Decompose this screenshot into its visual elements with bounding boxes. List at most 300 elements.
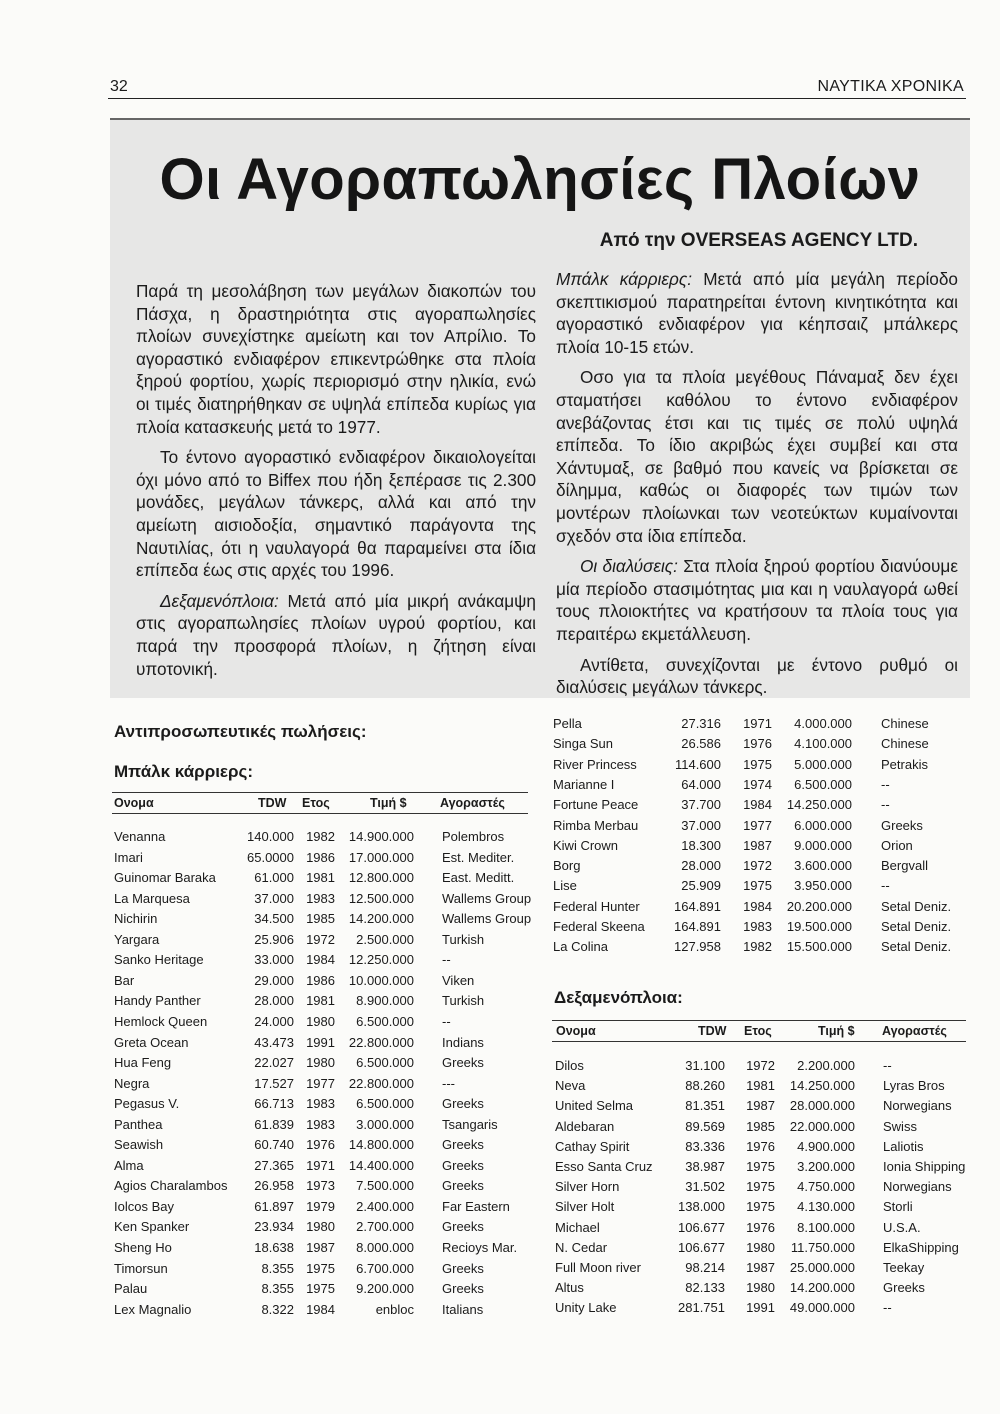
cell-price: 3.200.000: [797, 1159, 855, 1174]
cell-year: 1986: [306, 972, 335, 988]
cell-price: 4.130.000: [797, 1199, 855, 1215]
cell-buyer: Indians: [442, 1034, 484, 1050]
col-buyer: Αγοραστές: [882, 1024, 947, 1038]
table-row: [553, 899, 973, 919]
cell-price: 14.250.000: [786, 797, 852, 813]
cell-buyer: --: [881, 776, 890, 792]
cell-year: 1980: [306, 1013, 335, 1029]
cell-tdw: 164.891: [674, 898, 721, 914]
table-row: [114, 829, 534, 849]
cell-buyer: Norwegians: [883, 1179, 952, 1195]
col-tdw: TDW: [258, 796, 287, 810]
cell-year: 1977: [306, 1075, 335, 1091]
cell-buyer: Chinese: [881, 716, 929, 731]
table-row: [114, 1014, 534, 1034]
article-right-column: [556, 268, 958, 707]
cell-name: N. Cedar: [555, 1239, 608, 1255]
cell-year: 1975: [743, 878, 772, 894]
cell-buyer: Lyras Bros: [883, 1078, 945, 1094]
cell-price: 6.500.000: [356, 1055, 414, 1071]
cell-tdw: 18.300: [681, 837, 721, 853]
cell-price: 12.250.000: [348, 952, 414, 968]
cell-buyer: ---: [442, 1075, 455, 1091]
cell-tdw: 64.000: [681, 776, 721, 792]
cell-tdw: 43.473: [254, 1034, 294, 1050]
cell-year: 1975: [746, 1159, 775, 1174]
cell-name: Lex Magnalio: [114, 1301, 192, 1317]
right-paragraph-3-text: Στα πλοία ξηρού φορτίου διανύουμε μία περίοδο στασιμότητας μια και η ναυλαγορά ωθεί τους πλοιοκτήτες να κρατήσουν τα πλοία τους για περαιτέρω εκμετάλλευση.: [556, 556, 958, 644]
cell-price: enbloc: [375, 1301, 414, 1317]
cell-buyer: Petrakis: [881, 756, 928, 772]
cell-name: Neva: [555, 1078, 586, 1094]
col-name: Ονομα: [556, 1024, 596, 1038]
cell-price: 4.000.000: [794, 716, 852, 731]
cell-name: Aldebaran: [555, 1118, 615, 1134]
cell-tdw: 25.909: [681, 878, 721, 894]
cell-name: Cathay Spirit: [555, 1138, 630, 1154]
running-header: [108, 76, 966, 99]
table-row: [114, 1302, 534, 1322]
cell-tdw: 65.0000: [247, 849, 294, 865]
cell-year: 1980: [746, 1280, 775, 1296]
table-row: [553, 919, 973, 939]
cell-name: Lise: [553, 878, 577, 894]
cell-buyer: Viken: [442, 972, 475, 988]
cell-tdw: 28.000: [254, 993, 294, 1009]
article-left-column: [136, 280, 536, 688]
col-name: Ονομα: [114, 796, 154, 810]
cell-buyer: Orion: [881, 837, 913, 853]
cell-year: 1980: [306, 1219, 335, 1235]
table-row: [114, 850, 534, 870]
table-row: [555, 1058, 975, 1078]
cell-name: Silver Horn: [555, 1179, 620, 1195]
col-price: Τιμή $: [818, 1024, 855, 1038]
cell-name: Iolcos Bay: [114, 1198, 174, 1214]
cell-tdw: 27.365: [254, 1157, 294, 1173]
cell-buyer: Greeks: [442, 1137, 484, 1153]
cell-name: Handy Panther: [114, 993, 201, 1009]
table-row: [114, 891, 534, 911]
article-title: Οι Αγοραπωλησίες Πλοίων: [159, 147, 921, 212]
cell-price: 10.000.000: [348, 972, 414, 988]
table-row: [114, 1199, 534, 1219]
cell-tdw: 8.355: [261, 1260, 294, 1276]
cell-price: 28.000.000: [789, 1098, 855, 1114]
table-row: [114, 1261, 534, 1281]
cell-name: Borg: [553, 858, 581, 874]
cell-price: 9.000.000: [794, 837, 852, 853]
cell-tdw: 81.351: [685, 1098, 725, 1114]
cell-tdw: 33.000: [254, 952, 294, 968]
cell-buyer: Recioys Mar.: [442, 1240, 518, 1255]
cell-name: Alma: [114, 1157, 144, 1173]
cell-buyer: --: [442, 952, 451, 968]
table-row: [553, 797, 973, 817]
cell-tdw: 17.527: [254, 1075, 294, 1091]
cell-buyer: Greeks: [881, 817, 923, 833]
cell-tdw: 8.355: [261, 1281, 294, 1297]
article-box: [110, 118, 970, 698]
left-paragraph-1: Παρά τη μεσολάβηση των μεγάλων διακοπών του Πάσχα, η δραστηριότητα στις αγοραπωλησίες πλοίων συνεχίστηκε αμείωτη και τον Απρίλιο. Το αγοραστικό ενδιαφέρον επικεντρώθηκε στα πλοία ξηρού φορτίου, χωρίς περιορισμό στην ηλικία, ενώ οι τιμές διατηρήθηκαν σε υψηλά επίπεδα κυρίως για πλοία κατασκευής μετά το 1977.: [136, 281, 536, 437]
cell-name: Fortune Peace: [553, 797, 639, 813]
table-row: [114, 1096, 534, 1116]
cell-tdw: 31.100: [685, 1058, 725, 1073]
cell-tdw: 281.751: [678, 1300, 725, 1316]
cell-name: Sanko Heritage: [114, 952, 204, 968]
cell-buyer: Greeks: [442, 1055, 484, 1071]
cell-buyer: Norwegians: [883, 1098, 952, 1114]
cell-tdw: 23.934: [254, 1219, 294, 1235]
right-paragraph-1: [556, 268, 958, 358]
article-byline: Από την OVERSEAS AGENCY LTD.: [599, 230, 918, 251]
cell-tdw: 140.000: [247, 829, 294, 844]
cell-name: Dilos: [555, 1058, 584, 1073]
cell-price: 19.500.000: [786, 919, 852, 934]
cell-buyer: --: [881, 797, 890, 813]
cell-price: 4.900.000: [797, 1138, 855, 1154]
table-row: [555, 1260, 975, 1280]
bulk-lead: Μπάλκ κάρριερς:: [556, 269, 692, 289]
cell-year: 1983: [306, 890, 335, 906]
cell-buyer: Setal Deniz.: [881, 898, 952, 914]
bulk-table-header: [112, 792, 528, 814]
cell-price: 8.900.000: [356, 993, 414, 1009]
cell-name: Yargara: [114, 931, 160, 947]
cell-tdw: 25.906: [254, 931, 294, 947]
cell-tdw: 27.316: [681, 716, 721, 731]
cell-name: Singa Sun: [553, 736, 613, 752]
magazine-title: ΝΑΥΤΙΚΑ ΧΡΟΝΙΚΑ: [817, 78, 964, 95]
cell-name: La Marquesa: [114, 890, 190, 906]
cell-buyer: Wallems Group: [442, 911, 532, 927]
table-row: [114, 973, 534, 993]
table-row: [555, 1179, 975, 1199]
cell-year: 1983: [743, 919, 772, 934]
cell-tdw: 37.000: [681, 817, 721, 833]
cell-name: Hemlock Queen: [114, 1013, 208, 1029]
bulk-heading: Μπάλκ κάρριερς:: [114, 762, 254, 781]
cell-name: Pella: [553, 716, 582, 731]
left-paragraph-3: [136, 590, 536, 680]
cell-buyer: Ionia Shipping: [883, 1159, 966, 1174]
cell-price: 15.500.000: [786, 939, 852, 955]
table-row: [114, 1117, 534, 1137]
cell-buyer: Chinese: [881, 736, 929, 752]
cell-buyer: Turkish: [442, 931, 485, 947]
cell-name: Full Moon river: [555, 1260, 641, 1275]
cell-year: 1987: [746, 1260, 775, 1275]
cell-buyer: Wallems Group: [442, 890, 532, 906]
table-row: [555, 1300, 975, 1320]
left-paragraph-2: Το έντονο αγοραστικό ενδιαφέρον δικαιολογείται όχι μόνο από το Biffex που ήδη ξεπέρασε τις 2.300 μονάδες, μεγάλων τάνκερς, αλλά και από την αμείωτη αισιοδοξία, σημαντικό παράγοντα της Ναυτιλίας, ότι η ναυλαγορά θα παραμείνει στα ίδια επίπεδα έως στις αρχές του 1996.: [136, 447, 536, 581]
cell-year: 1975: [746, 1179, 775, 1195]
cell-buyer: Greeks: [442, 1096, 484, 1112]
cell-tdw: 89.569: [685, 1118, 725, 1134]
table-row: [555, 1098, 975, 1118]
cell-buyer: --: [442, 1013, 451, 1029]
cell-tdw: 28.000: [681, 858, 721, 874]
cell-buyer: Far Eastern: [442, 1198, 510, 1214]
tankers-lead: Δεξαμενόπλοια:: [160, 590, 279, 611]
cell-price: 6.500.000: [794, 776, 852, 792]
table-row: [553, 858, 973, 878]
cell-tdw: 61.897: [254, 1198, 294, 1214]
cell-year: 1972: [743, 858, 772, 874]
table-row: [114, 1219, 534, 1239]
cell-year: 1976: [306, 1137, 335, 1153]
cell-year: 1977: [743, 817, 772, 833]
cell-name: Panthea: [114, 1116, 163, 1132]
cell-price: 14.200.000: [348, 911, 414, 927]
cell-price: 14.800.000: [348, 1137, 414, 1153]
cell-tdw: 82.133: [685, 1280, 725, 1296]
cell-buyer: Polembros: [442, 829, 505, 844]
cell-name: Guinomar Baraka: [114, 870, 216, 886]
table-row: [114, 1076, 534, 1096]
table-row: [555, 1220, 975, 1240]
tanker-table-header: [552, 1020, 966, 1042]
table-row: [555, 1159, 975, 1179]
cell-price: 2.200.000: [797, 1058, 855, 1073]
table-row: [114, 911, 534, 931]
cell-buyer: Greeks: [442, 1157, 484, 1173]
cell-price: 2.500.000: [356, 931, 414, 947]
cell-tdw: 138.000: [678, 1199, 725, 1215]
cell-name: Negra: [114, 1075, 150, 1091]
cell-year: 1991: [746, 1300, 775, 1316]
table-row: [114, 1158, 534, 1178]
cell-price: 12.500.000: [348, 890, 414, 906]
cell-year: 1972: [306, 931, 335, 947]
table-row: [553, 716, 973, 736]
cell-price: 14.900.000: [348, 829, 414, 844]
cell-name: Ken Spanker: [114, 1219, 190, 1235]
cell-buyer: Laliotis: [883, 1138, 924, 1154]
cell-tdw: 61.839: [254, 1116, 294, 1132]
cell-year: 1979: [306, 1198, 335, 1214]
table-row: [114, 952, 534, 972]
cell-price: 22.000.000: [789, 1118, 855, 1134]
cell-name: Esso Santa Cruz: [555, 1159, 653, 1174]
cell-year: 1980: [746, 1239, 775, 1255]
cell-year: 1984: [306, 952, 335, 968]
cell-name: United Selma: [555, 1098, 634, 1114]
table-row: [555, 1119, 975, 1139]
cell-tdw: 8.322: [261, 1301, 294, 1317]
cell-year: 1987: [746, 1098, 775, 1114]
cell-tdw: 37.000: [254, 890, 294, 906]
cell-buyer: Storli: [883, 1199, 913, 1215]
cell-price: 8.100.000: [797, 1219, 855, 1235]
cell-tdw: 29.000: [254, 972, 294, 988]
cell-price: 22.800.000: [348, 1075, 414, 1091]
cell-buyer: Greeks: [442, 1178, 484, 1194]
col-buyer: Αγοραστές: [440, 796, 505, 810]
cell-price: 3.000.000: [356, 1116, 414, 1132]
cell-name: Venanna: [114, 829, 166, 844]
cell-year: 1981: [306, 870, 335, 886]
cell-price: 4.100.000: [794, 736, 852, 752]
cell-price: 5.000.000: [794, 756, 852, 772]
cell-name: Rimba Merbau: [553, 817, 639, 833]
table-row: [114, 1178, 534, 1198]
cell-tdw: 22.027: [254, 1055, 294, 1071]
cell-name: Pegasus V.: [114, 1096, 180, 1112]
cell-tdw: 31.502: [685, 1179, 725, 1195]
cell-price: 2.400.000: [356, 1198, 414, 1214]
table-row: [555, 1139, 975, 1159]
table-row: [114, 1035, 534, 1055]
cell-tdw: 61.000: [254, 870, 294, 886]
cell-tdw: 26.958: [254, 1178, 294, 1194]
cell-price: 14.200.000: [789, 1280, 855, 1296]
cell-price: 4.750.000: [797, 1179, 855, 1195]
cell-year: 1985: [746, 1118, 775, 1134]
cell-price: 9.200.000: [356, 1281, 414, 1297]
right-paragraph-1-text: Μετά από μία μεγάλη περίοδο σκεπτικισμού παρατηρείται έντονη κινητικότητα και αγοραστικό ενδιαφέρον για κέηπσαιζ μπάλκερς πλοία 10-15 ετών.: [556, 269, 958, 357]
cell-price: 11.750.000: [790, 1239, 855, 1255]
cell-price: 17.000.000: [348, 849, 414, 865]
table-row: [114, 1137, 534, 1157]
cell-year: 1984: [743, 898, 772, 914]
col-year: Ετος: [744, 1024, 772, 1038]
cell-year: 1984: [306, 1301, 335, 1317]
col-tdw: TDW: [698, 1024, 727, 1038]
cell-tdw: 60.740: [254, 1137, 294, 1153]
cell-buyer: Setal Deniz.: [881, 919, 952, 934]
cell-year: 1975: [306, 1281, 335, 1297]
cell-tdw: 114.600: [674, 756, 721, 772]
cell-name: Seawish: [114, 1137, 164, 1153]
cell-year: 1982: [306, 829, 335, 844]
cell-name: Federal Skeena: [553, 919, 645, 934]
cell-price: 6.500.000: [356, 1013, 414, 1029]
cell-buyer: Tsangaris: [442, 1116, 498, 1132]
cell-buyer: Bergvall: [881, 858, 928, 874]
cell-price: 22.800.000: [348, 1034, 414, 1050]
cell-year: 1975: [306, 1260, 335, 1276]
sales-heading: Αντιπροσωπευτικές πωλήσεις:: [114, 722, 367, 741]
table-row: [555, 1240, 975, 1260]
cell-year: 1987: [743, 837, 772, 853]
cell-price: 14.250.000: [789, 1078, 855, 1094]
cell-buyer: --: [881, 878, 890, 894]
table-row: [553, 878, 973, 898]
cell-price: 25.000.000: [789, 1260, 855, 1275]
right-paragraph-4: Αντίθετα, συνεχίζονται με έντονο ρυθμό οι διαλύσεις μεγάλων τάνκερς.: [556, 654, 958, 698]
cell-year: 1971: [306, 1157, 335, 1173]
cell-tdw: 106.677: [678, 1239, 725, 1255]
cell-price: 8.000.000: [356, 1240, 414, 1255]
cell-buyer: East. Meditt.: [442, 870, 515, 886]
cell-price: 3.950.000: [794, 878, 852, 894]
tanker-heading: Δεξαμενόπλοια:: [554, 988, 683, 1007]
cell-price: 14.400.000: [348, 1157, 414, 1173]
table-row: [555, 1280, 975, 1300]
cell-year: 1981: [306, 993, 335, 1009]
cell-year: 1986: [306, 849, 335, 865]
cell-buyer: Turkish: [442, 993, 485, 1009]
cell-tdw: 38.987: [685, 1159, 725, 1174]
cell-buyer: Setal Deniz.: [881, 939, 952, 955]
cell-year: 1982: [743, 939, 772, 955]
cell-name: Imari: [114, 849, 143, 865]
cell-name: Unity Lake: [555, 1300, 617, 1316]
cell-name: Silver Holt: [555, 1199, 615, 1215]
cell-price: 2.700.000: [356, 1219, 414, 1235]
table-row: [114, 1055, 534, 1075]
cell-tdw: 106.677: [678, 1219, 725, 1235]
cell-buyer: Greeks: [442, 1219, 484, 1235]
cell-name: Nichirin: [114, 911, 158, 927]
table-row: [553, 838, 973, 858]
cell-tdw: 127.958: [674, 939, 721, 955]
cell-name: Kiwi Crown: [553, 837, 619, 853]
cell-tdw: 66.713: [254, 1096, 294, 1112]
table-row: [114, 932, 534, 952]
page-number: 32: [110, 78, 128, 95]
cell-year: 1983: [306, 1096, 335, 1112]
cell-buyer: --: [883, 1058, 892, 1073]
cell-name: Marianne I: [553, 776, 615, 792]
cell-buyer: Swiss: [883, 1118, 917, 1134]
cell-name: Agios Charalambos: [114, 1178, 228, 1194]
cell-buyer: Greeks: [883, 1280, 925, 1296]
cell-year: 1976: [743, 736, 772, 752]
table-row: [553, 818, 973, 838]
cell-year: 1973: [306, 1178, 335, 1194]
cell-name: Timorsun: [114, 1260, 168, 1276]
table-row: [114, 1281, 534, 1301]
cell-tdw: 98.214: [685, 1260, 725, 1275]
cell-price: 12.800.000: [348, 870, 414, 886]
cell-buyer: Teekay: [883, 1260, 925, 1275]
table-row: [555, 1199, 975, 1219]
cell-tdw: 24.000: [254, 1013, 294, 1029]
cell-buyer: ElkaShipping: [883, 1239, 959, 1255]
table-row: [114, 870, 534, 890]
table-row: [553, 777, 973, 797]
right-paragraph-2: Οσο για τα πλοία μεγέθους Πάναμαξ δεν έχει σταματήσει καθόλου το έντονο ενδιαφέρον ανεβάζοντας έτσι και τις τιμές σε πολύ υψηλά επίπεδα. Το ίδιο ακριβώς έχει συμβεί και στα Χάντυμαξ, σε βαθμό που κανείς να βρίσκεται σε δίλημμα, καθώς οι διαφορές των τιμών των μοντέρων πλοίωνκαι των νεοτεύκτων κυμαίνονται σχεδόν στα ίδια επίπεδα.: [556, 367, 958, 546]
cell-price: 6.700.000: [356, 1260, 414, 1276]
table-row: [555, 1078, 975, 1098]
cell-name: La Colina: [553, 939, 608, 955]
cell-tdw: 164.891: [674, 919, 721, 934]
cell-tdw: 83.336: [685, 1138, 725, 1154]
cell-price: 6.500.000: [356, 1096, 414, 1112]
cell-buyer: Greeks: [442, 1281, 484, 1297]
cell-name: Federal Hunter: [553, 898, 640, 914]
scrapping-lead: Οι διαλύσεις:: [580, 556, 678, 577]
right-paragraph-3: [556, 555, 958, 645]
cell-year: 1974: [743, 776, 772, 792]
cell-year: 1980: [306, 1055, 335, 1071]
cell-buyer: Italians: [442, 1301, 484, 1317]
cell-name: River Princess: [553, 756, 637, 772]
cell-buyer: Greeks: [442, 1260, 484, 1276]
col-price: Τιμή $: [370, 796, 407, 810]
cell-name: Bar: [114, 972, 135, 988]
cell-year: 1975: [743, 756, 772, 772]
cell-buyer: Est. Mediter.: [442, 849, 515, 865]
cell-buyer: --: [883, 1300, 892, 1316]
cell-year: 1972: [746, 1058, 775, 1073]
table-row: [114, 1240, 534, 1260]
cell-year: 1976: [746, 1138, 775, 1154]
cell-tdw: 18.638: [254, 1240, 294, 1255]
cell-year: 1981: [746, 1078, 775, 1094]
